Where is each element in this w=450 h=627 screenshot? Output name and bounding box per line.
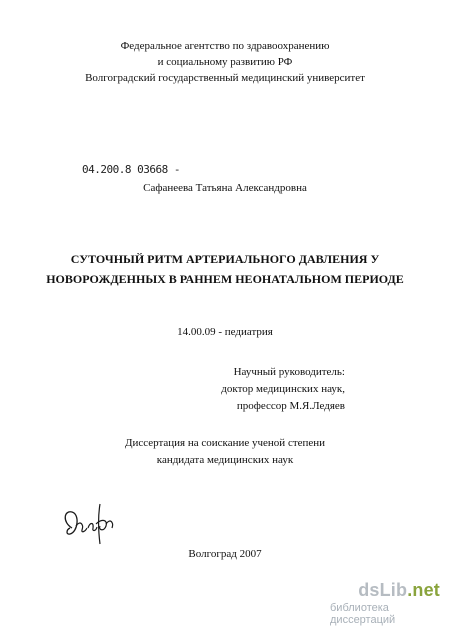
watermark-subtitle: библиотека диссертаций bbox=[330, 602, 396, 626]
watermark-logo-tld: .net bbox=[407, 580, 440, 600]
specialty: 14.00.09 - педиатрия bbox=[177, 326, 273, 338]
author-name: Сафанеева Татьяна Александровна bbox=[143, 182, 307, 194]
header-line-1: Федеральное агентство по здравоохранению bbox=[120, 40, 330, 52]
title-line-2: НОВОРОЖДЕННЫХ В РАННЕМ НЕОНАТАЛЬНОМ ПЕРИОДЕ bbox=[46, 272, 404, 286]
handwritten-signature bbox=[60, 498, 118, 548]
watermark-logo-main: dsLib bbox=[358, 580, 408, 600]
library-stamp: 04.200.8 03668 - bbox=[82, 163, 180, 176]
dissertation-line-2: кандидата медицинских наук bbox=[156, 454, 294, 466]
watermark bbox=[330, 580, 448, 626]
header-line-3: Волгоградский государственный медицинский университет bbox=[85, 72, 365, 84]
dissertation-line-1: Диссертация на соискание ученой степени bbox=[124, 437, 326, 449]
watermark-logo bbox=[358, 580, 440, 601]
supervisor-name: профессор М.Я.Ледяев bbox=[236, 400, 345, 412]
supervisor-degree: доктор медицинских наук, bbox=[221, 383, 345, 395]
supervisor-label: Научный руководитель: bbox=[233, 366, 345, 378]
city-year: Волгоград 2007 bbox=[188, 548, 262, 560]
title-line-1: СУТОЧНЫЙ РИТМ АРТЕРИАЛЬНОГО ДАВЛЕНИЯ У bbox=[70, 252, 380, 266]
header-line-2: и социальному развитию РФ bbox=[157, 56, 293, 68]
